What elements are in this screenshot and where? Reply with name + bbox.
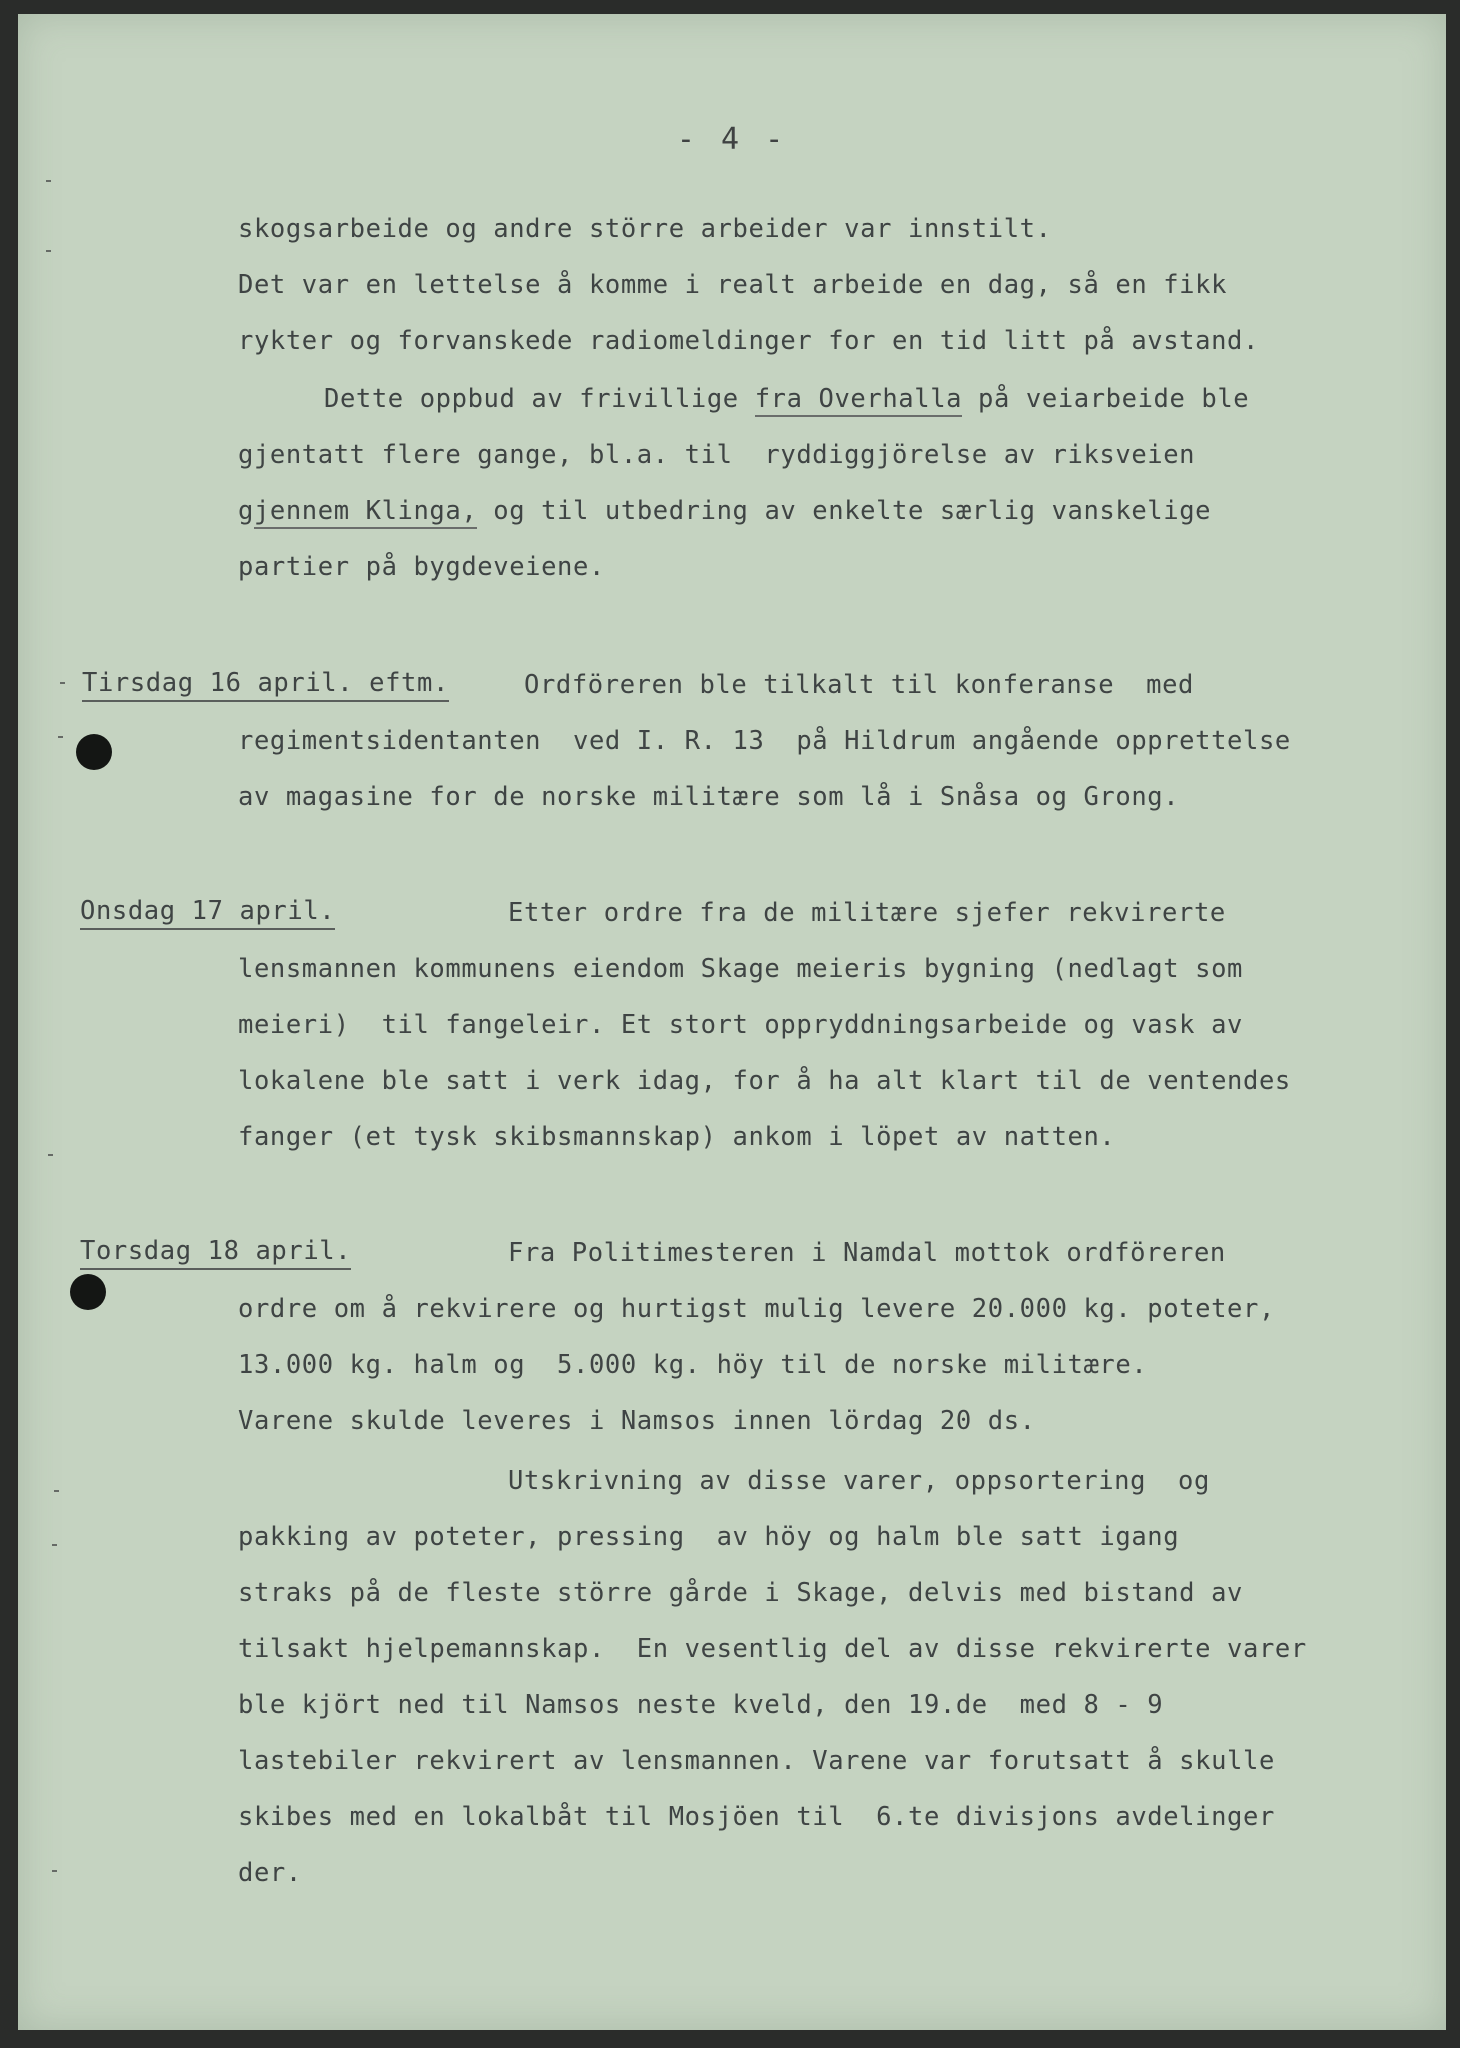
entry-date-heading: Onsdag 17 april.: [80, 896, 335, 930]
page-number: - 4 -: [676, 122, 788, 157]
text-line: Det var en lettelse å komme i realt arbeide en dag, så en fikk: [238, 270, 1228, 300]
text-line: Etter ordre fra de militære sjefer rekvirerte: [508, 898, 1226, 928]
margin-mark: [52, 1870, 57, 1872]
text-line: meieri) til fangeleir. Et stort oppryddningsarbeide og vask av: [238, 1010, 1243, 1040]
margin-mark: [60, 682, 65, 684]
text-line: lokalene ble satt i verk idag, for å ha alt klart til de ventendes: [238, 1066, 1291, 1096]
margin-mark: [58, 736, 63, 738]
text-line: skibes med en lokalbåt til Mosjöen til 6.te divisjons avdelinger: [238, 1802, 1275, 1832]
underlined-place-name: fra Overhalla: [755, 384, 962, 417]
margin-mark: [52, 1544, 57, 1546]
text-line: tilsakt hjelpemannskap. En vesentlig del av disse rekvirerte varer: [238, 1634, 1307, 1664]
text-line: gjentatt flere gange, bl.a. til ryddiggjörelse av riksveien: [238, 440, 1196, 470]
text-line: straks på de fleste större gårde i Skage, delvis med bistand av: [238, 1578, 1243, 1608]
text-segment: på veiarbeide ble: [962, 384, 1250, 414]
text-line: Varene skulde leveres i Namsos innen lördag 20 ds.: [238, 1406, 1036, 1436]
text-line: der.: [238, 1858, 302, 1888]
underlined-place-name: jennem Klinga,: [254, 496, 477, 529]
margin-mark: [46, 250, 51, 252]
entry-date-heading: Tirsdag 16 april. eftm.: [82, 668, 449, 702]
text-line: rykter og forvanskede radiomeldinger for en tid litt på avstand.: [238, 326, 1259, 356]
text-line: av magasine for de norske militære som lå i Snåsa og Grong.: [238, 782, 1180, 812]
text-line: ble kjört ned til Namsos neste kveld, den 19.de med 8 - 9: [238, 1690, 1164, 1720]
text-line: ordre om å rekvirere og hurtigst mulig levere 20.000 kg. poteter,: [238, 1294, 1275, 1324]
text-segment: og til utbedring av enkelte særlig vanskelige: [477, 496, 1212, 526]
text-segment: g: [238, 496, 254, 526]
text-line: partier på bygdeveiene.: [238, 552, 605, 582]
text-line: [238, 496, 1211, 526]
text-line: Fra Politimesteren i Namdal mottok ordföreren: [508, 1238, 1226, 1268]
margin-mark: [54, 1490, 59, 1492]
text-line: skogsarbeide og andre större arbeider var innstilt.: [238, 214, 1052, 244]
text-line: pakking av poteter, pressing av höy og halm ble satt igang: [238, 1522, 1180, 1552]
margin-mark: [48, 1154, 53, 1156]
document-page: [18, 14, 1446, 2030]
text-line: lastebiler rekvirert av lensmannen. Varene var forutsatt å skulle: [238, 1746, 1275, 1776]
punch-hole: [76, 734, 112, 770]
text-segment: Dette oppbud av frivillige: [324, 384, 755, 414]
punch-hole: [70, 1274, 106, 1310]
text-line: Utskrivning av disse varer, oppsortering og: [508, 1466, 1210, 1496]
text-line: Ordföreren ble tilkalt til konferanse med: [524, 670, 1194, 700]
text-line: 13.000 kg. halm og 5.000 kg. höy til de norske militære.: [238, 1350, 1148, 1380]
entry-date-heading: Torsdag 18 april.: [80, 1236, 351, 1270]
text-line: regimentsidentanten ved I. R. 13 på Hildrum angående opprettelse: [238, 726, 1291, 756]
margin-mark: [46, 180, 51, 182]
text-line: lensmannen kommunens eiendom Skage meieris bygning (nedlagt som: [238, 954, 1243, 984]
text-line: fanger (et tysk skibsmannskap) ankom i löpet av natten.: [238, 1122, 1116, 1152]
text-line: [324, 384, 1249, 414]
